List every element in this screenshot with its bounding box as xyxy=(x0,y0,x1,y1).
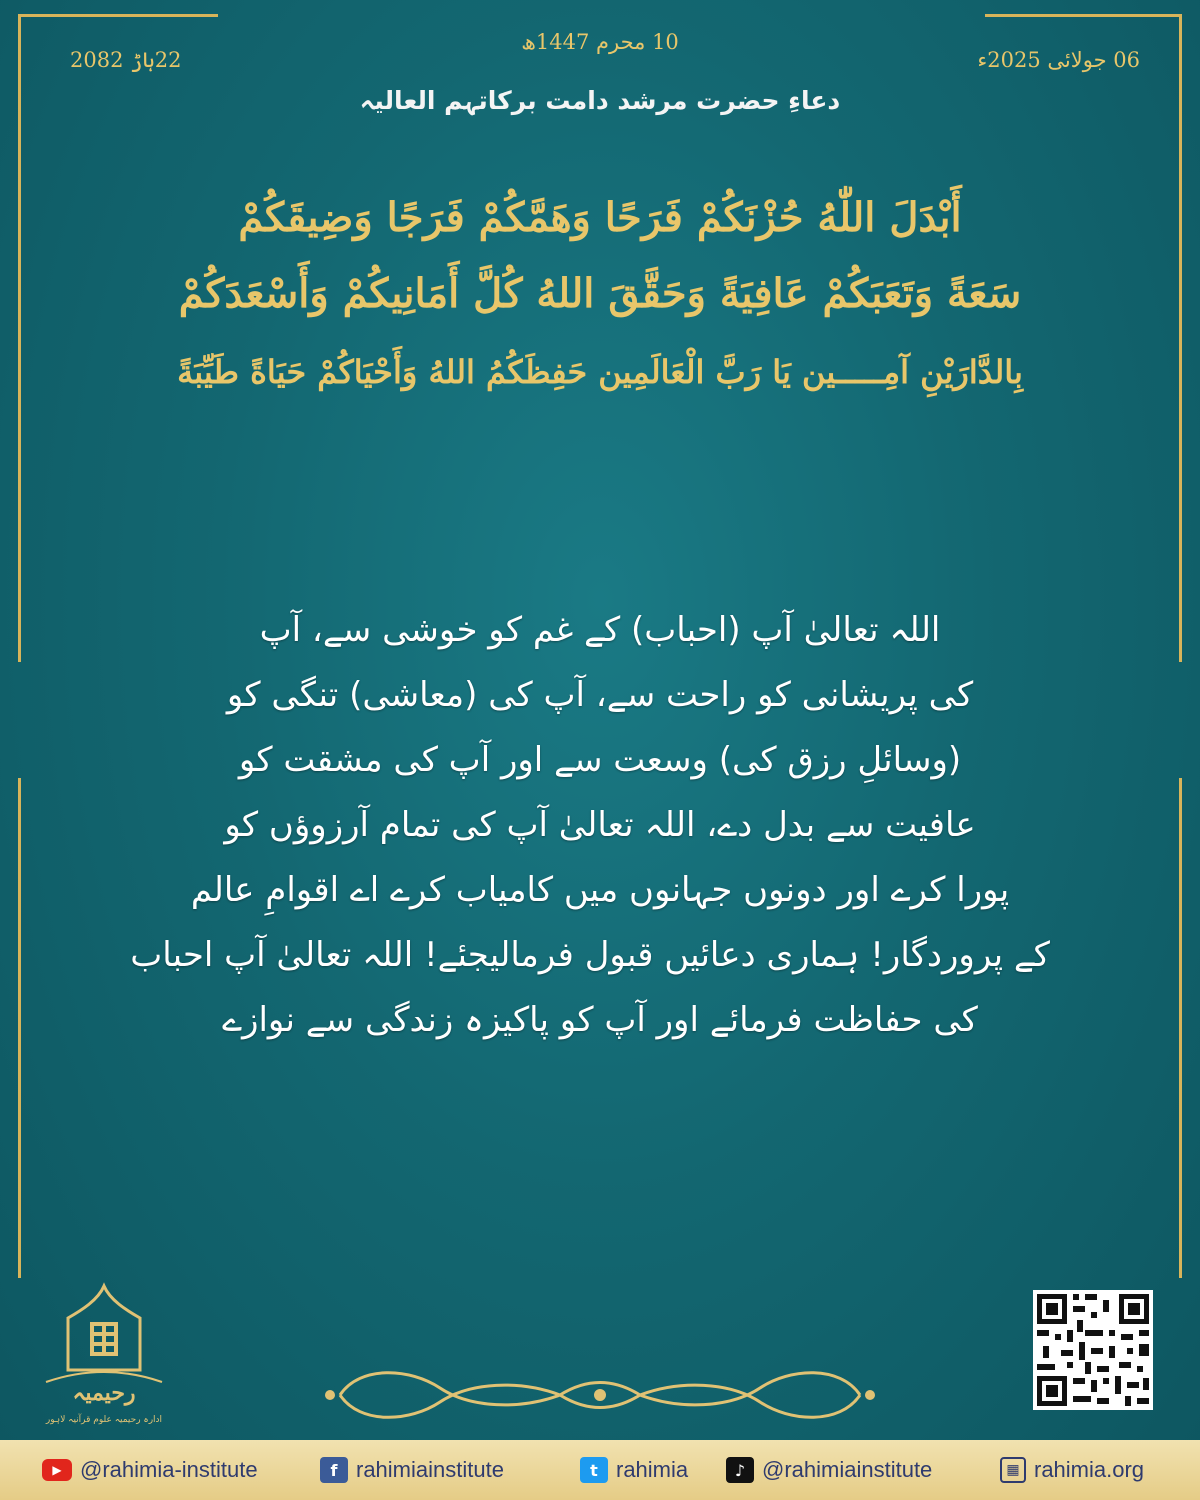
website-link[interactable] xyxy=(1000,1456,1144,1484)
urdu-line-6: کے پروردگار! ہماری دعائیں قبول فرمالیجئے! اللہ تعالیٰ آپ احباب xyxy=(130,935,1050,975)
urdu-line-5: پورا کرے اور دونوں جہانوں میں کامیاب کرے اے اقوامِ عالم xyxy=(190,870,1010,910)
youtube-handle: @rahimia-institute xyxy=(80,1457,258,1482)
urdu-line-1: اللہ تعالیٰ آپ (احباب) کے غم کو خوشی سے، آپ xyxy=(259,610,941,650)
bottom-ornament xyxy=(300,1360,900,1430)
facebook-icon: f xyxy=(320,1457,348,1483)
twitter-link[interactable] xyxy=(580,1456,688,1484)
arabic-line-1: أَبْدَلَ اللّٰهُ حُزْنَكُمْ فَرَحًا وَهَمَّكُمْ فَرَجًا وَضِيقَكُمْ xyxy=(238,194,962,241)
website-url: rahimia.org xyxy=(1034,1457,1145,1482)
urdu-line-2: کی پریشانی کو راحت سے، آپ کی (معاشی) تنگی کو xyxy=(226,675,974,715)
twitter-icon: t xyxy=(580,1457,608,1483)
tiktok-handle: @rahimiainstitute xyxy=(762,1457,933,1482)
gregorian-date: 06 جولائی 2025ء xyxy=(977,48,1140,72)
urdu-line-3: (وسائلِ رزق کی) وسعت سے اور آپ کی مشقت کو xyxy=(238,740,962,780)
frame-top-right xyxy=(985,14,1182,17)
rahimia-logo xyxy=(38,1282,170,1432)
frame-right-lower xyxy=(1179,778,1182,1278)
frame-left-lower xyxy=(18,778,21,1278)
urdu-line-7: کی حفاظت فرمائے اور آپ کو پاکیزہ زندگی سے نوازے xyxy=(222,1000,978,1040)
youtube-icon: ▶ xyxy=(42,1459,72,1481)
svg-text:رحیمیہ: رحیمیہ xyxy=(72,1380,136,1406)
facebook-handle: rahimiainstitute xyxy=(356,1457,504,1482)
bikrami-date: 22ہاڑ 2082 xyxy=(70,48,182,72)
facebook-link[interactable] xyxy=(320,1456,504,1484)
twitter-handle: rahimia xyxy=(616,1457,689,1482)
page-title: دعاءِ حضرت مرشد دامت برکاتہم العالیہ xyxy=(359,86,841,115)
urdu-translation xyxy=(130,598,1050,1053)
hijri-date: 10 محرم 1447ھ xyxy=(521,30,679,54)
tiktok-icon: ♪ xyxy=(726,1457,754,1483)
tiktok-link[interactable] xyxy=(726,1456,932,1484)
qr-web-icon: ▦ xyxy=(1000,1457,1026,1483)
urdu-line-4: عافیت سے بدل دے، اللہ تعالیٰ آپ کی تمام آرزوؤں کو xyxy=(224,805,976,845)
arabic-line-2: سَعَةً وَتَعَبَكُمْ عَافِيَةً وَحَقَّقَ اللهُ كُلَّ أَمَانِيكُمْ وَأَسْعَدَكُمْ xyxy=(178,270,1022,317)
svg-text:ادارہ رحیمیہ علوم قرآنیہ لاہور: ادارہ رحیمیہ علوم قرآنیہ لاہور xyxy=(45,1415,163,1425)
youtube-link[interactable] xyxy=(42,1456,258,1484)
arabic-dua xyxy=(80,178,1120,394)
frame-top-left xyxy=(18,14,218,17)
qr-code[interactable] xyxy=(1033,1290,1153,1410)
arabic-line-3: بِالدَّارَيْنِ آمِـــــين يَا رَبَّ الْعَالَمِين حَفِظَكُمُ اللهُ وَأَحْيَاكُمْ حَيَاةً طَيِّبَةً xyxy=(177,353,1023,391)
